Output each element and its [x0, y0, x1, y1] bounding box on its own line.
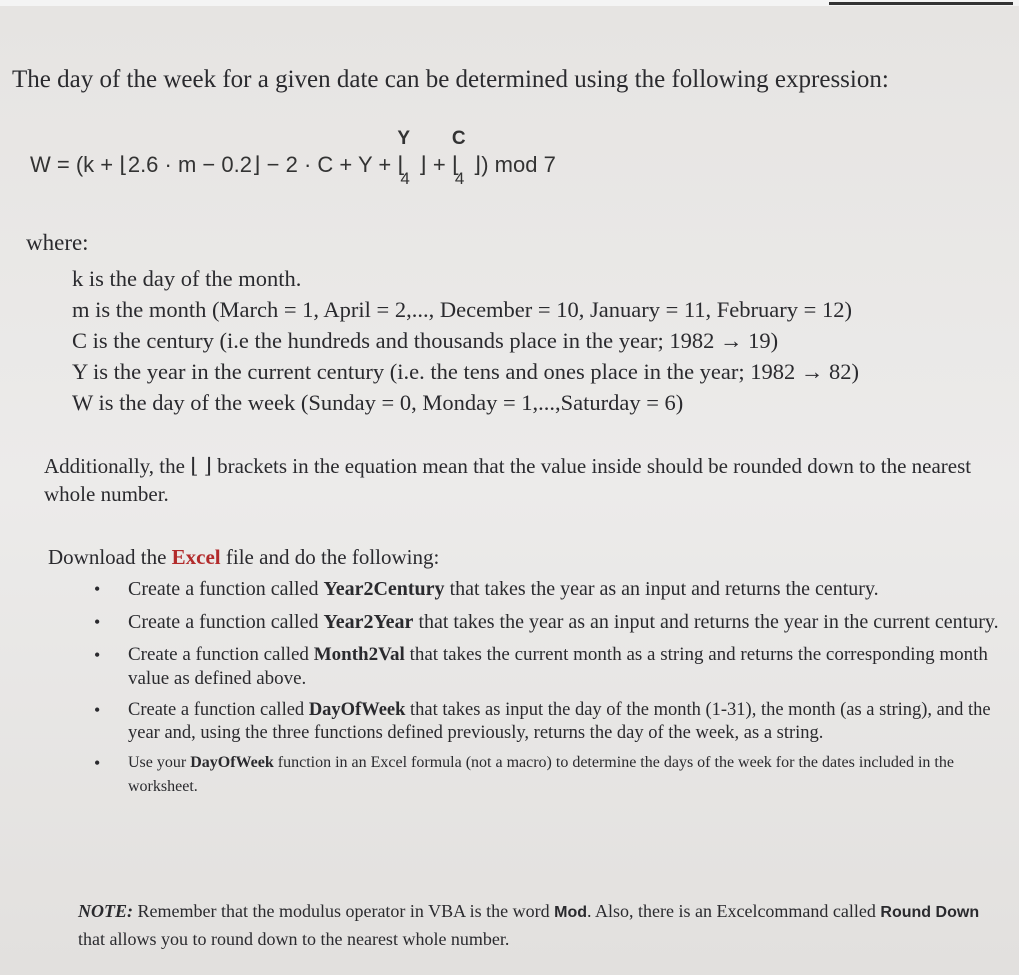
definition-y: Y is the year in the current century (i.e. the tens and ones place in the year; 1982 → 82) [72, 359, 860, 384]
task-function-name: Month2Val [313, 644, 405, 665]
note-mod-keyword: Mod [554, 904, 587, 921]
note-text-4: that allows you to round down to the nearest whole number. [78, 929, 510, 949]
frac-y-top: Y [397, 128, 410, 149]
formula-lhs: W = (k + [30, 152, 120, 177]
frac-c: ⌊ C 4 ⌋ [451, 128, 482, 188]
task-item [88, 577, 1003, 602]
note-label: NOTE: [78, 901, 133, 921]
bullet-icon: • [94, 612, 101, 632]
where-label: where: [26, 230, 89, 255]
task-function-name: DayOfWeek [190, 754, 274, 771]
formula-mid: − 2 · C + Y + [260, 152, 398, 177]
download-suffix: file and do the following: [220, 545, 440, 569]
definition-m: m is the month (March = 1, April = 2,..., December = 10, January = 11, February = 12) [72, 297, 852, 322]
frac-c-bot: 4 [454, 169, 465, 188]
definition-k: k is the day of the month. [72, 266, 302, 291]
task-pre: Create a function called [128, 578, 324, 600]
formula [30, 128, 556, 188]
formula-floor: ⌊2.6 · m − 0.2⌋ [119, 152, 261, 177]
task-function-name: DayOfWeek [308, 700, 406, 720]
bullet-icon: • [94, 645, 101, 665]
frac-y: ⌊ Y 4 ⌋ [397, 128, 427, 188]
task-post: that takes the year as an input and returns the year in the current century. [413, 611, 999, 633]
frac-y-bot: 4 [400, 169, 410, 188]
task-post: function in an Excel formula (not a macro) to determine the days of the week for the dates included in the worksheet. [128, 754, 954, 795]
task-post: that takes the year as an input and returns the century. [444, 578, 879, 600]
task-pre: Create a function called [128, 700, 309, 720]
note-down-keyword: Down [935, 904, 980, 921]
formula-plus: + [432, 152, 446, 177]
formula-mod: ) mod 7 [481, 152, 556, 177]
download-instruction [48, 545, 439, 570]
task-pre: Create a function called [128, 644, 314, 665]
definition-w: W is the day of the week (Sunday = 0, Monday = 1,...,Saturday = 6) [72, 390, 684, 415]
note-text-2: . Also, there is an Excelcommand called [586, 901, 881, 921]
top-edge-bar [829, 2, 1013, 5]
task-post: that takes as input the day of the month (1-31), the month (as a string), and the year and, using the three functions defined previously, returns the day of the week, as a string. [128, 700, 991, 743]
bullet-icon: • [94, 579, 101, 599]
task-function-name: Year2Century [323, 578, 445, 600]
bullet-icon: • [94, 700, 101, 720]
task-list [88, 577, 1003, 799]
note-round-keyword: Round [880, 904, 932, 921]
task-item [88, 643, 1003, 691]
task-item [88, 751, 1003, 799]
frac-c-top: C [451, 128, 466, 149]
task-function-name: Year2Year [323, 611, 414, 633]
intro-text: The day of the week for a given date can be determined using the following expression: [12, 66, 889, 93]
task-post: that takes the current month as a string and returns the corresponding month value as defined above. [128, 644, 988, 689]
task-item [88, 610, 1003, 635]
additional-note: Additionally, the ⌊ ⌋ brackets in the equation mean that the value inside should be rounded down to the nearest whole number. [44, 454, 972, 506]
task-pre: Create a function called [128, 611, 324, 633]
task-item [88, 699, 1003, 745]
note-paragraph [78, 898, 993, 952]
task-pre: Use your [128, 754, 191, 771]
download-prefix: Download the [48, 545, 172, 569]
bullet-icon: • [94, 753, 101, 773]
excel-link[interactable]: Excel [171, 545, 221, 569]
definition-c: C is the century (i.e the hundreds and thousands place in the year; 1982 → 19) [72, 328, 779, 353]
definitions [72, 263, 859, 418]
note-text-1: Remember that the modulus operator in VBA is the word [133, 901, 555, 921]
